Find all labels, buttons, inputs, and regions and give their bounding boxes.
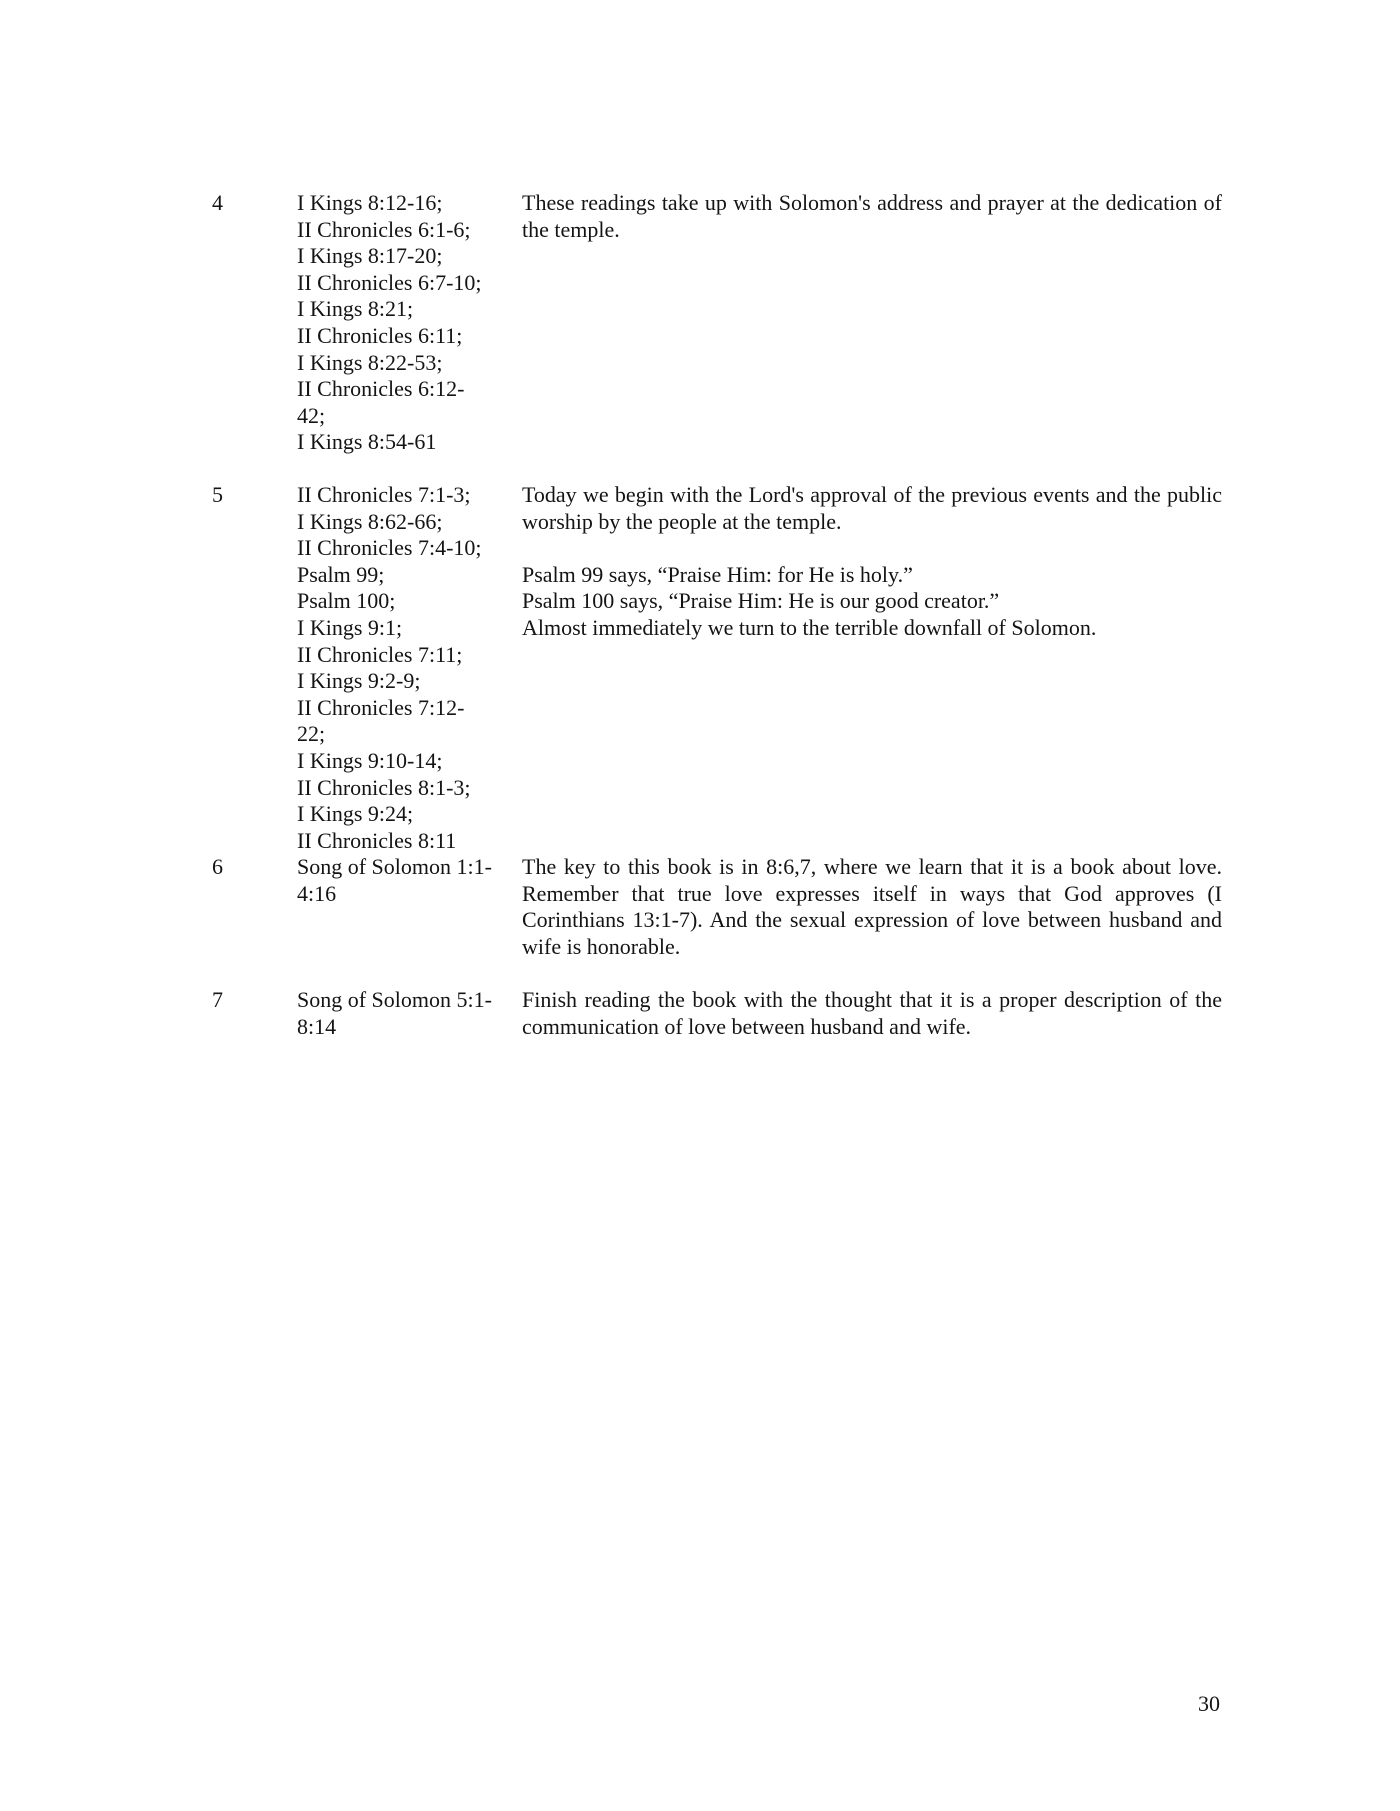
day-number: 7 <box>212 987 223 1012</box>
scripture-reference: I Kings 9:24; <box>297 801 414 827</box>
description-paragraph: Almost immediately we turn to the terrible downfall of Solomon. <box>522 614 1097 640</box>
day-number: 4 <box>212 190 223 215</box>
scripture-reference: II Chronicles 8:1-3; <box>297 774 471 800</box>
scripture-reference: Song of Solomon 1:1- <box>297 854 492 879</box>
reading-description <box>522 482 1222 642</box>
scripture-reference: I Kings 8:62-66; <box>297 508 443 534</box>
scripture-reference: 22; <box>297 721 326 747</box>
scripture-reference: I Kings 8:22-53; <box>297 349 443 375</box>
scripture-reference: 42; <box>297 402 326 428</box>
reading-description <box>522 854 1222 960</box>
scripture-reference: II Chronicles 7:12- <box>297 694 465 720</box>
description-paragraph: Psalm 100 says, “Praise Him: He is our good creator.” <box>522 588 1000 614</box>
scripture-references <box>297 987 507 1040</box>
scripture-reference: II Chronicles 6:12- <box>297 376 465 402</box>
scripture-reference: I Kings 9:2-9; <box>297 668 421 694</box>
scripture-reference: I Kings 8:54-61 <box>297 429 437 455</box>
scripture-reference: I Kings 8:21; <box>297 296 414 322</box>
scripture-reference: Psalm 100; <box>297 588 396 614</box>
day-number: 5 <box>212 482 223 507</box>
scripture-references <box>297 482 507 854</box>
scripture-reference: II Chronicles 7:11; <box>297 641 463 667</box>
scripture-reference: I Kings 8:17-20; <box>297 243 443 269</box>
scripture-reference: I Kings 9:10-14; <box>297 747 443 773</box>
reading-description <box>522 987 1222 1040</box>
day-number: 6 <box>212 854 223 879</box>
scripture-reference: Psalm 99; <box>297 561 385 587</box>
scripture-reference: Song of Solomon 5:1- <box>297 987 492 1012</box>
description-paragraph: Finish reading the book with the thought that it is a proper description of the communication of love between husband and wife. <box>522 987 1222 1039</box>
scripture-reference: 4:16 <box>297 880 337 906</box>
scripture-reference: I Kings 9:1; <box>297 614 403 640</box>
scripture-reference: II Chronicles 7:4-10; <box>297 535 482 561</box>
scripture-reference: II Chronicles 6:7-10; <box>297 269 482 295</box>
scripture-reference: II Chronicles 6:1-6; <box>297 216 471 242</box>
reading-description <box>522 190 1222 243</box>
scripture-reference: I Kings 8:12-16; <box>297 190 443 215</box>
description-paragraph: The key to this book is in 8:6,7, where we learn that it is a book about love. Remember that true love expresses itself in ways that God approves (I Corinthians 13:1-7). And the sexual expression of love between husband and wife is honorable. <box>522 854 1222 959</box>
scripture-reference: II Chronicles 8:11 <box>297 827 457 853</box>
description-paragraph: These readings take up with Solomon's address and prayer at the dedication of the temple. <box>522 190 1222 242</box>
description-paragraph: Today we begin with the Lord's approval of the previous events and the public worship by the people at the temple. <box>522 482 1222 534</box>
scripture-references <box>297 854 507 907</box>
description-paragraph: Psalm 99 says, “Praise Him: for He is holy.” <box>522 561 913 587</box>
scripture-reference: II Chronicles 6:11; <box>297 322 463 348</box>
scripture-references <box>297 190 507 456</box>
page-number: 30 <box>1198 1691 1220 1716</box>
scripture-reference: II Chronicles 7:1-3; <box>297 482 471 507</box>
paragraph-spacer <box>522 535 1222 562</box>
scripture-reference: 8:14 <box>297 1013 337 1039</box>
